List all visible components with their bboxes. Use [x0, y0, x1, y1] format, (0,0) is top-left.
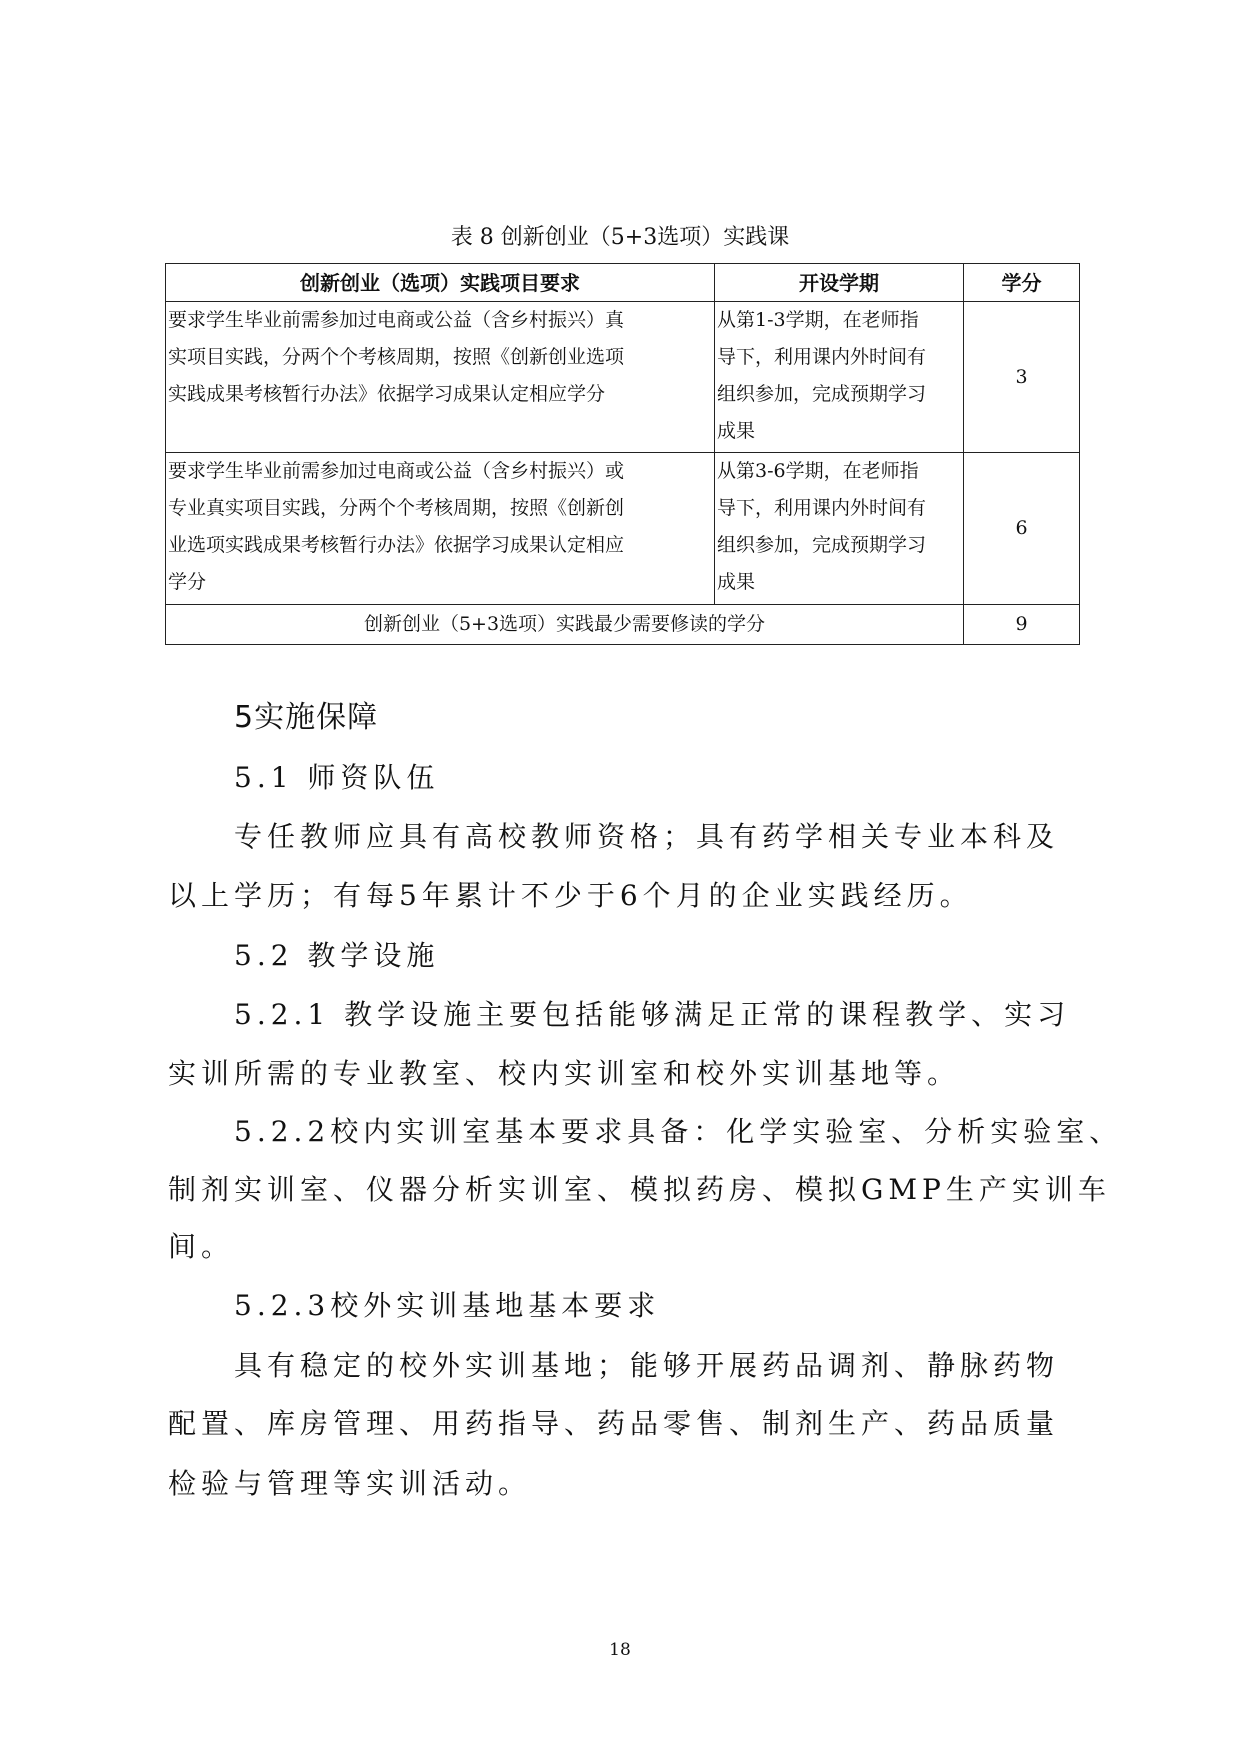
line: 学分 [168, 571, 207, 593]
paragraph-line: 具有稳定的校外实训基地；能够开展药品调剂、静脉药物 [234, 1349, 1060, 1382]
paragraph-line: 配置、库房管理、用药指导、药品零售、制剂生产、药品质量 [168, 1407, 1060, 1440]
line: 要求学生毕业前需参加过电商或公益（含乡村振兴）真 [168, 309, 625, 331]
line: 实项目实践，分两个个考核周期，按照《创新创业选项 [168, 346, 625, 368]
total-row [166, 605, 1080, 645]
semester-cell [715, 453, 964, 605]
paragraph-line: 专任教师应具有高校教师资格；具有药学相关专业本科及 [234, 820, 1060, 853]
requirement-cell [166, 302, 715, 453]
paragraph-line: 以上学历；有每5年累计不少于6个月的企业实践经历。 [168, 879, 973, 912]
paragraph-line: 间。 [168, 1230, 235, 1263]
line: 从第1-3学期，在老师指 [717, 309, 919, 331]
header-credits: 学分 [964, 264, 1080, 302]
paragraph-line: 5.2.1 教学设施主要包括能够满足正常的课程教学、实习 [234, 998, 1071, 1031]
line: 导下，利用课内外时间有 [717, 497, 927, 519]
line: 成果 [717, 420, 756, 442]
line: 要求学生毕业前需参加过电商或公益（含乡村振兴）或 [168, 460, 625, 482]
header-requirement: 创新创业（选项）实践项目要求 [166, 264, 715, 302]
page-number: 18 [609, 1640, 631, 1660]
subsection-heading: 5.1 师资队伍 [234, 761, 440, 794]
line: 成果 [717, 571, 756, 593]
line: 从第3-6学期，在老师指 [717, 460, 919, 482]
line: 组织参加，完成预期学习 [717, 383, 927, 405]
section-heading: 5实施保障 [234, 700, 379, 735]
total-label: 创新创业（5+3选项）实践最少需要修读的学分 [166, 605, 964, 645]
table-row [166, 302, 1080, 453]
requirement-cell [166, 453, 715, 605]
line: 组织参加，完成预期学习 [717, 534, 927, 556]
subsection-heading: 5.2.3校外实训基地基本要求 [234, 1289, 661, 1322]
subsection-heading: 5.2 教学设施 [234, 939, 440, 972]
line: 业选项实践成果考核暂行办法》依据学习成果认定相应 [168, 534, 625, 556]
semester-cell [715, 302, 964, 453]
credits-cell: 6 [964, 453, 1080, 605]
paragraph-line: 制剂实训室、仪器分析实训室、模拟药房、模拟GMP生产实训车 [168, 1173, 1111, 1206]
paragraph-line: 5.2.2校内实训室基本要求具备：化学实验室、分析实验室、 [234, 1115, 1123, 1148]
total-credits: 9 [964, 605, 1080, 645]
header-semester: 开设学期 [715, 264, 964, 302]
paragraph-line: 检验与管理等实训活动。 [168, 1467, 532, 1500]
line: 专业真实项目实践，分两个个考核周期，按照《创新创 [168, 497, 625, 519]
paragraph-line: 实训所需的专业教室、校内实训室和校外实训基地等。 [168, 1057, 961, 1090]
line: 导下，利用课内外时间有 [717, 346, 927, 368]
table-row [166, 453, 1080, 605]
credits-cell: 3 [964, 302, 1080, 453]
table-header-row [166, 264, 1080, 302]
line: 实践成果考核暂行办法》依据学习成果认定相应学分 [168, 383, 606, 405]
table-caption: 表 8 创新创业（5+3选项）实践课 [450, 225, 790, 250]
practice-course-table [165, 263, 1080, 645]
